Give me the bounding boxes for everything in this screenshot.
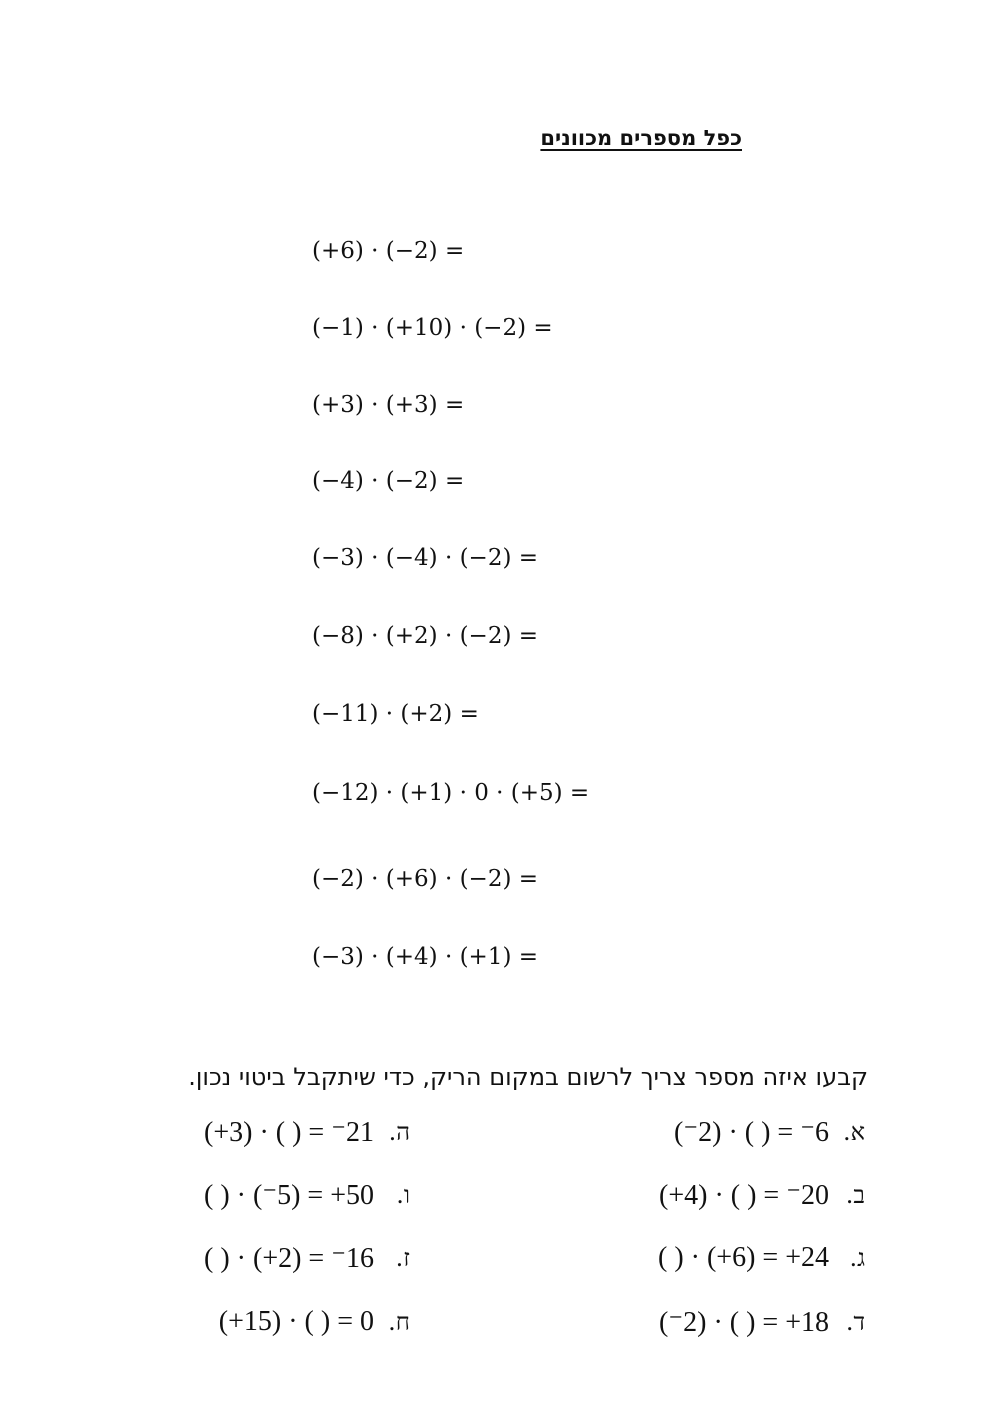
exercise-letter: א. [842, 1117, 865, 1146]
expression-1: (+6) · (−2) = [312, 238, 465, 264]
expression-8: (−12) · (+1) · 0 · (+5) = [312, 780, 590, 806]
expression-3: (+3) · (+3) = [312, 392, 465, 418]
expression-7: (−11) · (+2) = [312, 701, 479, 727]
exercise-letter: ז. [395, 1243, 410, 1272]
exercise-letter: ד. [845, 1307, 865, 1336]
page-title: כפל מספרים מכוונים [540, 126, 742, 150]
expression-9: (−2) · (+6) · (−2) = [312, 866, 539, 892]
exercise-expression: ( ) · (+2) = ⁻16 [204, 1243, 374, 1274]
exercise-expression: (+3) · ( ) = ⁻21 [204, 1117, 374, 1148]
exercise-letter: ה. [388, 1117, 410, 1146]
exercise-alef [674, 1112, 865, 1152]
expression-10: (−3) · (+4) · (+1) = [312, 944, 539, 970]
exercise-expression: ( ) · (+6) = +24 [658, 1242, 829, 1273]
exercise-letter: ב. [845, 1180, 865, 1209]
exercise-expression: (⁻2) · ( ) = ⁻6 [674, 1117, 829, 1148]
exercise-bet [659, 1175, 865, 1215]
exercise-letter: ו. [396, 1180, 410, 1209]
expression-4: (−4) · (−2) = [312, 468, 465, 494]
exercise-vav [204, 1175, 410, 1215]
exercise-expression: ( ) · (⁻5) = +50 [204, 1180, 374, 1211]
instruction-text: קבעו איזה מספר צריך לרשום במקום הריק, כדי שיתקבל ביטוי נכון. [188, 1063, 868, 1091]
exercise-het [219, 1302, 410, 1342]
exercise-gimel [658, 1238, 865, 1278]
expression-2: (−1) · (+10) · (−2) = [312, 315, 553, 341]
exercise-letter: ג. [849, 1243, 865, 1272]
exercise-dalet [659, 1302, 865, 1342]
exercise-expression: (⁻2) · ( ) = +18 [659, 1307, 829, 1338]
exercise-expression: (+4) · ( ) = ⁻20 [659, 1180, 829, 1211]
exercise-letter: ח. [388, 1307, 410, 1336]
exercise-expression: (+15) · ( ) = 0 [218, 1306, 374, 1337]
exercise-he [204, 1112, 410, 1152]
expression-5: (−3) · (−4) · (−2) = [312, 545, 539, 571]
expression-6: (−8) · (+2) · (−2) = [312, 623, 539, 649]
exercise-zayin [204, 1238, 410, 1278]
